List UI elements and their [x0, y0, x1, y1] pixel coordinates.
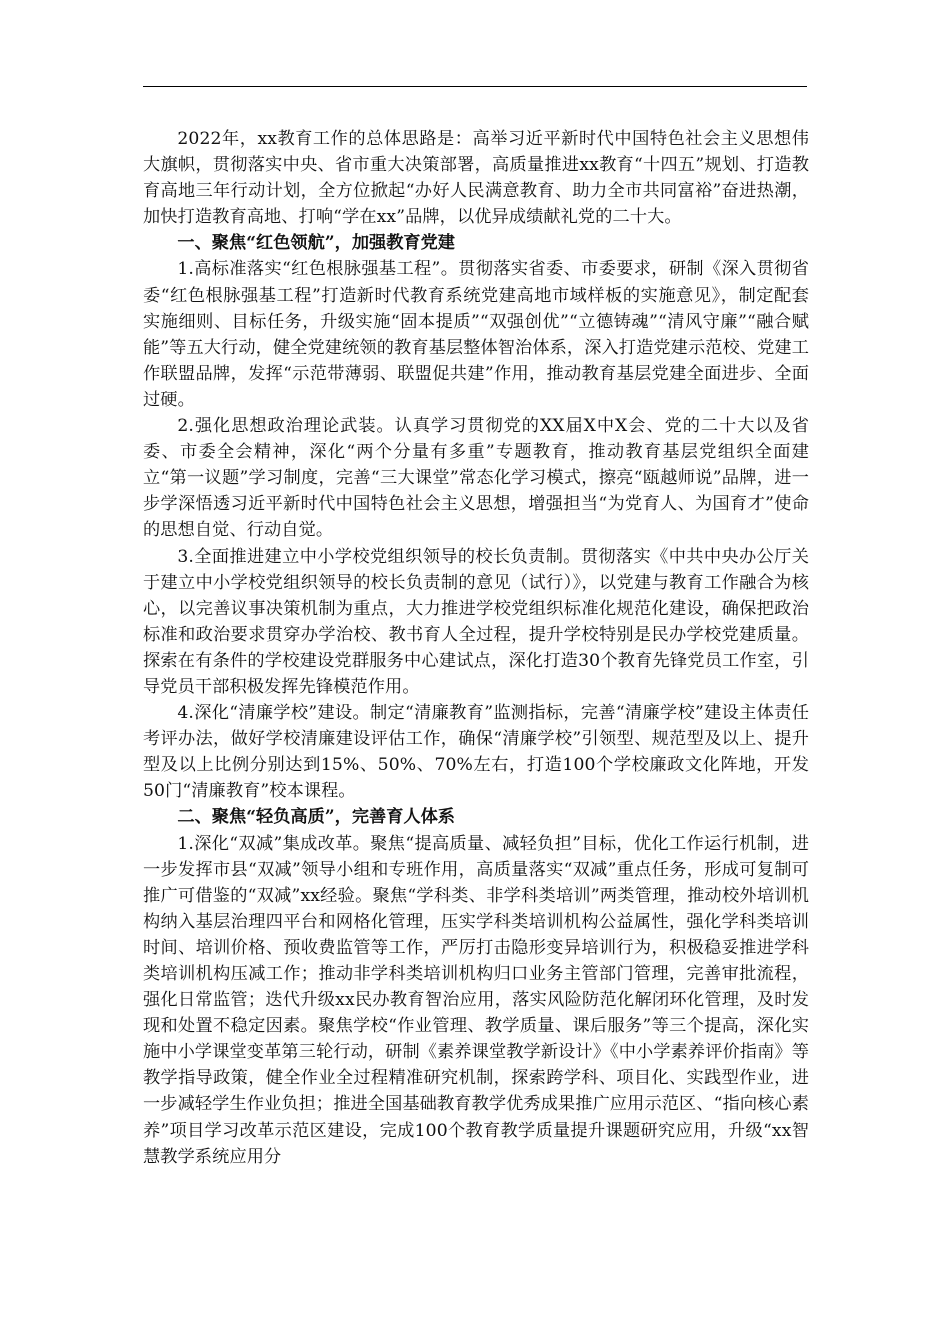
- intro-paragraph: 2022年，xx教育工作的总体思路是：高举习近平新时代中国特色社会主义思想伟大旗帜，贯彻落实中央、省市重大决策部署，高质量推进xx教育“十四五”规划、打造教育高地三年行动计划，全方位掀起“办好人民满意教育、助力全市共同富裕”奋进热潮，加快打造教育高地、打响“学在xx”品牌，以优异成绩献礼党的二十大。: [143, 129, 809, 228]
- header-rule: [143, 86, 807, 87]
- section-1-item-2: 2.强化思想政治理论武装。认真学习贯彻党的XX届X中X会、党的二十大以及省委、市委全会精神，深化“两个分量有多重”专题教育，推动教育基层党组织全面建立“第一议题”学习制度，完善“三大课堂”常态化学习模式，擦亮“瓯越师说”品牌，进一步学深悟透习近平新时代中国特色社会主义思想，增强担当“为党育人、为国育才”使命的思想自觉、行动自觉。: [143, 416, 809, 541]
- document-body: [143, 126, 809, 1170]
- section-heading-1: 一、聚焦“红色领航”，加强教育党建: [177, 233, 455, 254]
- section-1-item-4: 4.深化“清廉学校”建设。制定“清廉教育”监测指标，完善“清廉学校”建设主体责任考评办法，做好学校清廉建设评估工作，确保“清廉学校”引领型、规范型及以上、提升型及以上比例分别达到15%、50%、70%左右，打造100个学校廉政文化阵地，开发50门“清廉教育”校本课程。: [143, 703, 809, 802]
- section-1-item-1: 1.高标准落实“红色根脉强基工程”。贯彻落实省委、市委要求，研制《深入贯彻省委“红色根脉强基工程”打造新时代教育系统党建高地市域样板的实施意见》，制定配套实施细则、目标任务，升级实施“固本提质”“双强创优”“立德铸魂”“清风守廉”“融合赋能”等五大行动，健全党建统领的教育基层整体智治体系，深入打造党建示范校、党建工作联盟品牌，发挥“示范带薄弱、联盟促共建”作用，推动教育基层党建全面进步、全面过硬。: [143, 259, 809, 410]
- section-1-item-3: 3.全面推进建立中小学校党组织领导的校长负责制。贯彻落实《中共中央办公厅关于建立中小学校党组织领导的校长负责制的意见（试行）》，以党建与教育工作融合为核心，以完善议事决策机制为重点，大力推进学校党组织标准化规范化建设，确保把政治标准和政治要求贯穿办学治校、教书育人全过程，提升学校特别是民办学校党建质量。探索在有条件的学校建设党群服务中心建试点，深化打造30个教育先锋党员工作室，引导党员干部积极发挥先锋模范作用。: [143, 546, 809, 697]
- section-2-item-1: 1.深化“双减”集成改革。聚焦“提高质量、减轻负担”目标，优化工作运行机制，进一步发挥市县“双减”领导小组和专班作用，高质量落实“双减”重点任务，形成可复制可推广可借鉴的“双减”xx经验。聚焦“学科类、非学科类培训”两类管理，推动校外培训机构纳入基层治理四平台和网格化管理，压实学科类培训机构公益属性，强化学科类培训时间、培训价格、预收费监管等工作，严厉打击隐形变异培训行为，积极稳妥推进学科类培训机构压减工作；推动非学科类培训机构归口业务主管部门管理，完善审批流程，强化日常监管；迭代升级xx民办教育智治应用，落实风险防范化解闭环化管理，及时发现和处置不稳定因素。聚焦学校“作业管理、教学质量、课后服务”等三个提高，深化实施中小学课堂变革第三轮行动，研制《素养课堂教学新设计》《中小学素养评价指南》等教学指导政策，健全作业全过程精准研究机制，探索跨学科、项目化、实践型作业，进一步减轻学生作业负担；推进全国基础教育教学优秀成果推广应用示范区、“指向核心素养”项目学习改革示范区建设，完成100个教育教学质量提升课题研究应用，升级“xx智慧教学系统应用分: [143, 833, 809, 1167]
- section-heading-2: 二、聚焦“轻负高质”，完善育人体系: [177, 807, 455, 828]
